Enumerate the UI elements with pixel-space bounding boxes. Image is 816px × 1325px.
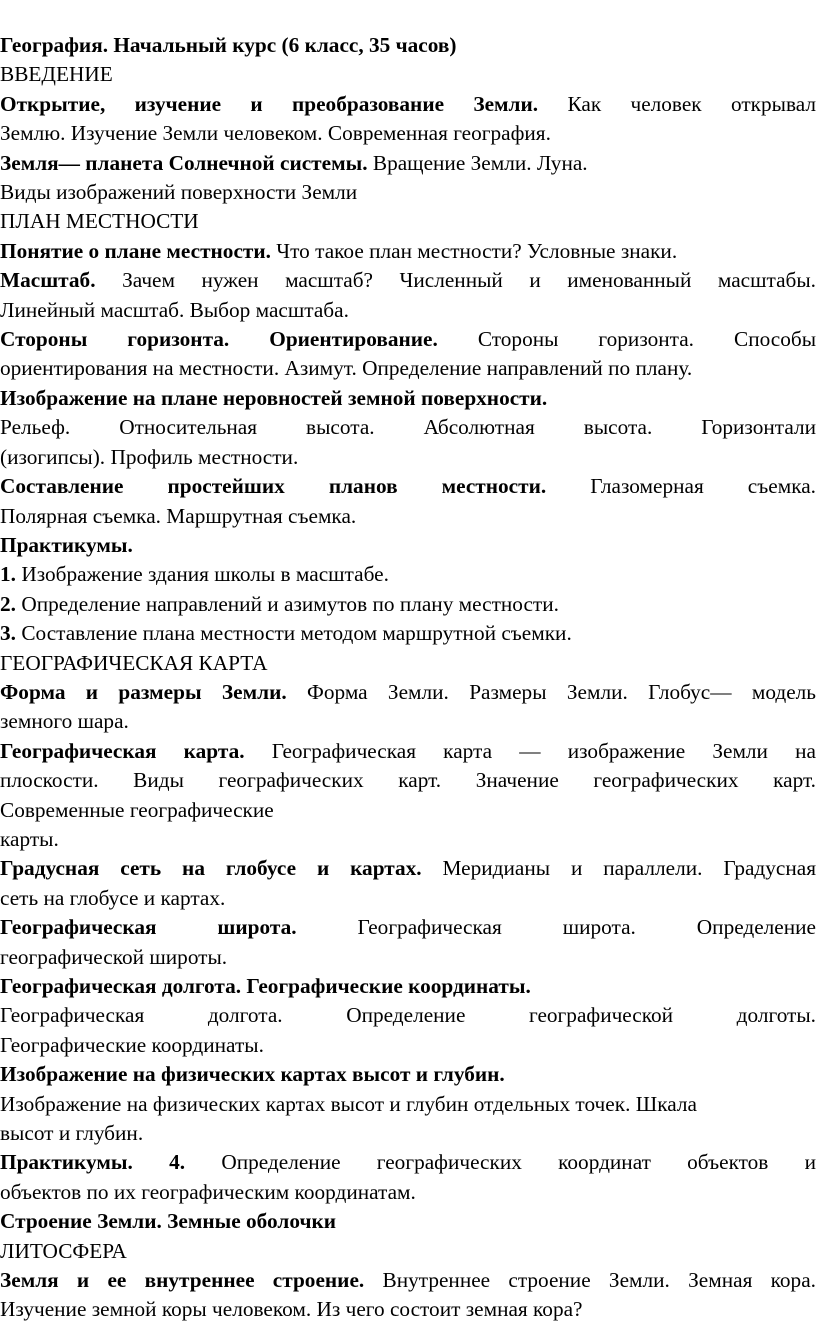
topic-heading: Строение Земли. Земные оболочки	[0, 1207, 816, 1236]
section-heading-intro: ВВЕДЕНИЕ	[0, 60, 816, 89]
paragraph-line	[0, 90, 816, 119]
paragraph-text: плоскости. Виды географических карт. Значение географических карт.	[0, 766, 816, 795]
topic-heading: Географическая широта.	[0, 915, 297, 939]
paragraph-text: Изучение земной коры человеком. Из чего состоит земная кора?	[0, 1295, 816, 1324]
paragraph-text: Вращение Земли. Луна.	[373, 151, 588, 175]
paragraph-text: Виды изображений поверхности Земли	[0, 178, 816, 207]
section-heading-plan: ПЛАН МЕСТНОСТИ	[0, 207, 816, 236]
topic-heading: Изображение на плане неровностей земной поверхности.	[0, 384, 816, 413]
paragraph-line	[0, 854, 816, 883]
paragraph-text: Определение географических координат объектов и	[221, 1150, 816, 1174]
paragraph-line	[0, 1148, 816, 1177]
paragraph-text: Что такое план местности? Условные знаки.	[276, 239, 677, 263]
practicum-heading: Практикумы.	[0, 531, 816, 560]
paragraph-text: Меридианы и параллели. Градусная	[443, 856, 816, 880]
practicum-text: Изображение здания школы в масштабе.	[21, 562, 389, 586]
paragraph-text: Линейный масштаб. Выбор масштаба.	[0, 296, 816, 325]
paragraph-line	[0, 472, 816, 501]
paragraph-line	[0, 678, 816, 707]
paragraph-text: Географическая карта — изображение Земли на	[272, 739, 816, 763]
practicum-item	[0, 560, 816, 589]
paragraph-text: Географическая долгота. Определение географической долготы.	[0, 1001, 816, 1030]
paragraph-text: сеть на глобусе и картах.	[0, 884, 816, 913]
paragraph-text: земного шара.	[0, 707, 816, 736]
paragraph-text: Зачем нужен масштаб? Численный и именованный масштабы.	[122, 268, 816, 292]
paragraph-text: Форма Земли. Размеры Земли. Глобус— модель	[307, 680, 816, 704]
paragraph-line	[0, 149, 816, 178]
paragraph-line	[0, 1266, 816, 1295]
paragraph-text: Современные географические	[0, 796, 816, 825]
practicum-text: Составление плана местности методом маршрутной съемки.	[21, 621, 571, 645]
paragraph-text: (изогипсы). Профиль местности.	[0, 443, 816, 472]
section-heading-lithosphere: ЛИТОСФЕРА	[0, 1237, 816, 1266]
topic-heading: Стороны горизонта. Ориентирование.	[0, 327, 438, 351]
topic-heading: Открытие, изучение и преобразование Земли.	[0, 92, 538, 116]
practicum-number: 2.	[0, 592, 16, 616]
topic-heading: Земля и ее внутреннее строение.	[0, 1268, 364, 1292]
paragraph-text: Как человек открывал	[567, 92, 816, 116]
document-title: География. Начальный курс (6 класс, 35 часов)	[0, 31, 816, 60]
paragraph-line	[0, 237, 816, 266]
topic-heading: Понятие о плане местности.	[0, 239, 271, 263]
paragraph-text: Полярная съемка. Маршрутная съемка.	[0, 502, 816, 531]
topic-heading: Изображение на физических картах высот и глубин.	[0, 1060, 816, 1089]
practicum-text: Определение направлений и азимутов по плану местности.	[21, 592, 559, 616]
paragraph-text: ориентирования на местности. Азимут. Определение направлений по плану.	[0, 354, 816, 383]
paragraph-text: Стороны горизонта. Способы	[478, 327, 816, 351]
section-heading-map: ГЕОГРАФИЧЕСКАЯ КАРТА	[0, 649, 816, 678]
topic-heading: Географическая долгота. Географические координаты.	[0, 972, 816, 1001]
topic-heading: Земля— планета Солнечной системы.	[0, 151, 368, 175]
paragraph-text: объектов по их географическим координатам.	[0, 1178, 816, 1207]
topic-heading: Составление простейших планов местности.	[0, 474, 546, 498]
paragraph-line	[0, 737, 816, 766]
paragraph-line	[0, 325, 816, 354]
topic-heading: Форма и размеры Земли.	[0, 680, 287, 704]
paragraph-text: Географическая широта. Определение	[358, 915, 816, 939]
paragraph-text: Изображение на физических картах высот и глубин отдельных точек. Шкала	[0, 1090, 816, 1119]
paragraph-text: высот и глубин.	[0, 1119, 816, 1148]
practicum-number: 3.	[0, 621, 16, 645]
topic-heading: Градусная сеть на глобусе и картах.	[0, 856, 422, 880]
practicum-number: 1.	[0, 562, 16, 586]
paragraph-line	[0, 266, 816, 295]
practicum-item	[0, 590, 816, 619]
paragraph-text: Землю. Изучение Земли человеком. Современная география.	[0, 119, 816, 148]
topic-heading: Масштаб.	[0, 268, 96, 292]
practicum-item	[0, 619, 816, 648]
paragraph-text: Внутреннее строение Земли. Земная кора.	[383, 1268, 816, 1292]
paragraph-text: карты.	[0, 825, 816, 854]
paragraph-text: Географические координаты.	[0, 1031, 816, 1060]
paragraph-text: географической широты.	[0, 943, 816, 972]
paragraph-text: Глазомерная съемка.	[590, 474, 816, 498]
topic-heading: Географическая карта.	[0, 739, 245, 763]
paragraph-line	[0, 913, 816, 942]
paragraph-text: Рельеф. Относительная высота. Абсолютная высота. Горизонтали	[0, 413, 816, 442]
topic-heading: Практикумы. 4.	[0, 1150, 185, 1174]
